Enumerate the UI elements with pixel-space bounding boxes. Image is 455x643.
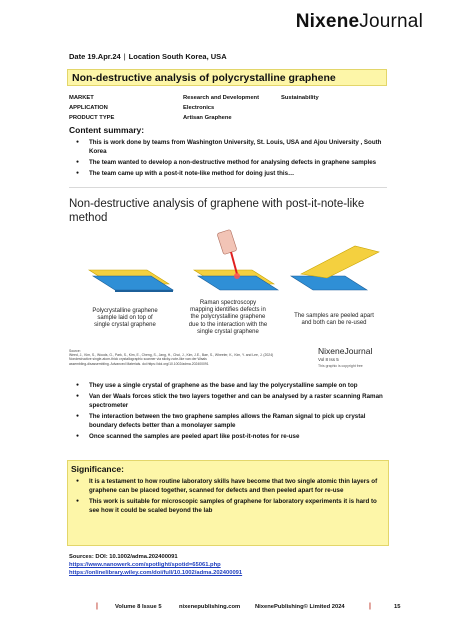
figure-caption-1: Polycrystalline graphene sample laid on top of single crystal graphene [92, 308, 158, 329]
figure-title: Non-destructive analysis of graphene with post-it-note-like method [69, 198, 365, 224]
panel3-peeled-layers [291, 246, 379, 290]
article-title: Non-destructive analysis of polycrystalline graphene [67, 69, 387, 86]
summary-list [72, 138, 388, 180]
list-item: ● The team wanted to develop a non-destructive method for analysing defects in graphene samples [72, 158, 388, 167]
footer-copyright: NixenePublishing© Limited 2024 [255, 604, 345, 610]
footer-divider: | [96, 603, 98, 610]
footer-divider: | [369, 603, 371, 610]
figure-source: Source: Weed, J., Kim, S., Woods, G., Park, S., Kim, E., Cheng, S., Jang, H., Choi, J., Kim, J.E., Bae, S., Wheeler, K., Kim, Y. and Lee, J. (2024) Nondestructive single-atom-thick crystallographic scanner via sticky-note-like van der Waals assembling-disassembling. Advanced Materials. doi:https://doi.org/10.1002/adma.202400091 [69, 349, 274, 366]
brand-logo: NixeneJournal [295, 11, 423, 32]
date-value: 19.Apr.24 [87, 52, 121, 61]
source-link-wiley[interactable]: https://onlinelibrary.wiley.com/doi/full/10.1002/adma.202400091 [69, 570, 243, 576]
location-value: South Korea, USA [162, 52, 227, 61]
figure-volume: Vol 8 Iss 5 [318, 357, 339, 362]
figure-logo: NixeneJournal [318, 346, 373, 356]
footer-site-link[interactable]: nixenepublishing.com [179, 604, 241, 610]
significance-list [72, 477, 386, 517]
dateline: Date 19.Apr.24 | Location South Korea, USA [69, 52, 227, 61]
key-points-list [72, 381, 388, 443]
significance-heading: Significance: [71, 464, 124, 474]
page-number: 15 [394, 604, 401, 610]
list-item: ● Van der Waals forces stick the two layers together and can be analysed by a raster scanning Raman spectrometer [72, 392, 388, 410]
figure-caption-2: Raman spectroscopy mapping identifies defects in the polycrystalline graphene due to the interaction with the single crystal graphene [188, 300, 268, 335]
figure-illustration [69, 228, 387, 306]
sources-doi: Sources: DOI: 10.1002/adma.202400091 [69, 554, 178, 560]
figure-copyright: This graphic is copyright free [318, 364, 363, 368]
list-item: ● This is work done by teams from Washington University, St. Louis, USA and Ajou University , South Korea [72, 138, 388, 156]
list-item: ● They use a single crystal of graphene as the base and lay the polycrystalline sample on top [72, 381, 388, 390]
summary-heading: Content summary: [69, 125, 145, 135]
figure-caption-3: The samples are peeled apart and both can be re-used [294, 313, 374, 327]
panel2-raman-laser [194, 229, 278, 290]
source-link-nanowerk[interactable]: https://www.nanowerk.com/spotlight/spotid=65061.php [69, 562, 221, 568]
list-item: ● It is a testament to how routine laboratory skills have become that two single atomic thin layers of graphene can be placed together, scanned for defects and then peeled apart for re-use [72, 477, 386, 495]
sources [69, 553, 242, 577]
list-item: ● This work is suitable for microscopic samples of graphene for laboratory experiments it is hard to see how it could be scaled beyond the lab [72, 497, 386, 515]
list-item: ● The team came up with a post-it note-like method for doing just this… [72, 169, 388, 178]
meta-table: MARKET Research and Development Sustainability APPLICATION Electronics PRODUCT TYPE Artisan Graphene [69, 95, 319, 121]
divider [69, 187, 387, 188]
panel1-graphene-stack [89, 270, 173, 292]
footer-volume: Volume 8 Issue 5 [115, 604, 162, 610]
list-item: ● The interaction between the two graphene samples allows the Raman signal to pick up crystal boundary defects better than a monolayer sample [72, 412, 388, 430]
list-item: ● Once scanned the samples are peeled apart like post-it-notes for re-use [72, 432, 388, 441]
